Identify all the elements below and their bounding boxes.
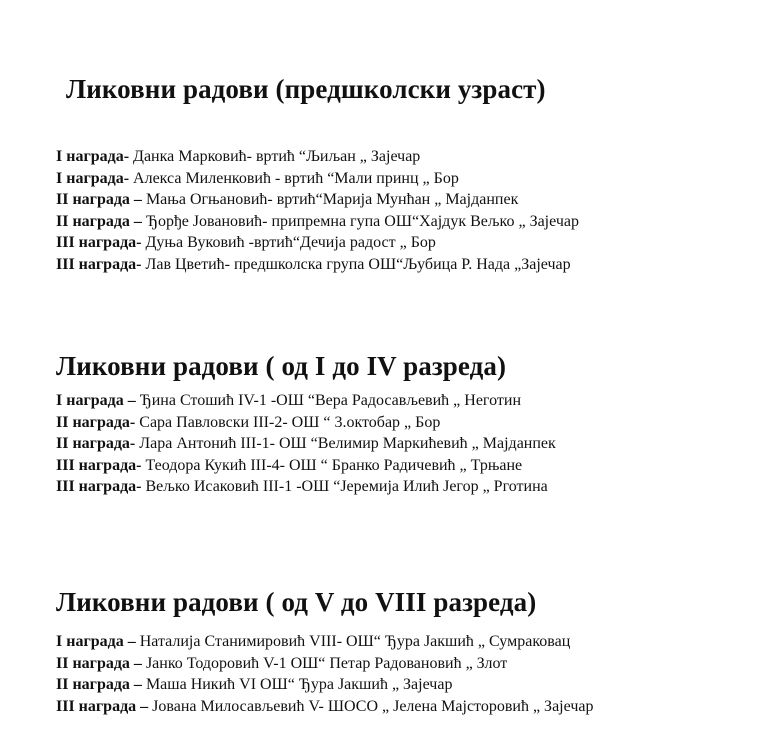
award-entry [56, 631, 593, 653]
award-rank: I награда – [56, 633, 136, 650]
award-rank: III награда- [56, 255, 142, 273]
award-rank: I награда- [56, 169, 130, 187]
award-entry [56, 254, 579, 276]
award-recipient: Дуња Вуковић -вртић“Дечија радост „ Бор [141, 234, 436, 251]
section-heading-grades-5-8: Ликовни радови ( од V до VIII разреда) [56, 587, 537, 618]
award-rank: II награда- [56, 435, 136, 452]
award-rank: I награда- [56, 148, 130, 165]
award-entry [56, 168, 579, 190]
award-rank: III награда- [56, 234, 142, 251]
award-recipient: Ђина Стошић IV-1 -ОШ “Вера Радосављевић „ Неготин [135, 392, 521, 409]
award-recipient: Мања Огњановић- вртић“Марија Мунћан „ Мајданпек [141, 191, 519, 208]
award-rank: III награда- [56, 478, 142, 495]
award-entry [56, 476, 556, 498]
award-rank: I награда – [56, 392, 136, 409]
award-rank: II награда- [56, 413, 136, 431]
award-recipient: Јанко Тодоровић V-1 ОШ“ Петар Радовановић „ Злот [141, 654, 508, 672]
award-recipient: Лав Цветић- предшколска група ОШ“Љубица Р. Нада „Зајечар [141, 255, 571, 273]
award-recipient: Вељко Исаковић III-1 -ОШ “Јеремија Илић Јегор „ Рготина [141, 478, 548, 495]
award-rank: II награда – [56, 212, 142, 230]
award-recipient: Јована Милосављевић V- ШОСО „ Јелена Мајсторовић „ Зајечар [148, 697, 594, 715]
award-entry [56, 146, 579, 168]
award-list-grades-5-8 [56, 631, 593, 717]
award-recipient: Наталија Станимировић VIII- ОШ“ Ђура Јакшић „ Сумраковац [135, 633, 571, 650]
award-entry [56, 390, 556, 412]
award-rank: II награда – [56, 676, 142, 693]
award-rank: II награда – [56, 654, 142, 672]
award-recipient: Алекса Миленковић - вртић “Мали принц „ Бор [129, 169, 459, 187]
award-recipient: Лара Антонић III-1- ОШ “Велимир Маркићевић „ Мајданпек [135, 435, 556, 452]
award-entry [56, 653, 593, 675]
award-entry [56, 433, 556, 455]
award-entry [56, 211, 579, 233]
award-entry [56, 455, 556, 477]
award-recipient: Теодора Кукић III-4- ОШ “ Бранко Радичевић „ Трњане [141, 456, 523, 474]
award-recipient: Ђорђе Јовановић- припремна гупа ОШ“Хајдук Вељко „ Зајечар [141, 212, 579, 230]
award-entry [56, 412, 556, 434]
award-entry [56, 232, 579, 254]
award-rank: III награда- [56, 456, 142, 474]
section-heading-preschool: Ликовни радови (предшколски узраст) [66, 74, 546, 105]
award-entry [56, 674, 593, 696]
award-rank: III награда – [56, 697, 149, 715]
award-recipient: Сара Павловски III-2- ОШ “ 3.октобар „ Бор [135, 413, 441, 431]
award-list-preschool [56, 146, 579, 275]
award-recipient: Данка Марковић- вртић “Љиљан „ Зајечар [129, 148, 421, 165]
award-entry [56, 696, 593, 718]
award-recipient: Маша Никић VI ОШ“ Ђура Јакшић „ Зајечар [141, 676, 453, 693]
award-list-grades-1-4 [56, 390, 556, 498]
award-rank: II награда – [56, 191, 142, 208]
section-heading-grades-1-4: Ликовни радови ( од I до IV разреда) [56, 351, 507, 382]
award-entry [56, 189, 579, 211]
